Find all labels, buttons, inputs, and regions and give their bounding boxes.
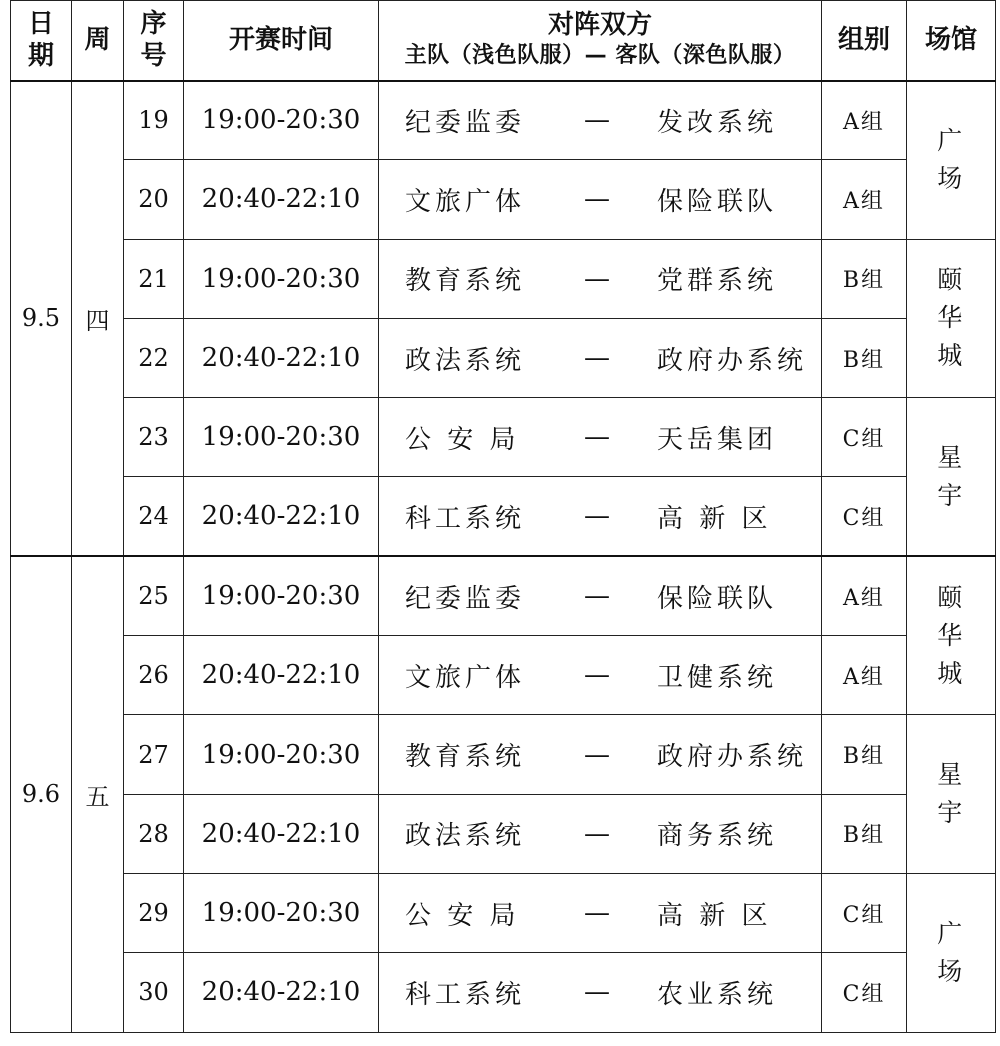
matchup-line	[379, 319, 821, 397]
weekday: 四	[72, 81, 124, 557]
away-team: 保险联队	[657, 583, 778, 614]
matchup	[379, 873, 822, 952]
header-date: 日期	[11, 1, 72, 81]
matchup-line	[379, 874, 821, 952]
home-team: 科工系统	[405, 979, 526, 1010]
header-time: 开赛时间	[184, 1, 379, 81]
matchup	[379, 239, 822, 318]
home-team: 公 安 局	[405, 424, 520, 455]
matchup-line	[379, 953, 821, 1031]
header-week: 周	[72, 1, 124, 81]
matchup	[379, 794, 822, 873]
matchup-line	[379, 398, 821, 476]
match-date: 9.6	[11, 556, 72, 1032]
kickoff-time: 19:00-20:30	[184, 81, 379, 160]
versus-dash: —	[584, 343, 614, 374]
schedule-row	[11, 794, 996, 873]
schedule-row	[11, 873, 996, 952]
matchup	[379, 398, 822, 477]
away-team: 保险联队	[657, 186, 778, 217]
matchup-line	[379, 82, 821, 160]
versus-dash: —	[584, 105, 614, 136]
kickoff-time: 19:00-20:30	[184, 239, 379, 318]
matchup-line	[379, 477, 821, 555]
venue-label: 广场	[937, 918, 967, 986]
venue-name	[907, 715, 996, 874]
group-label: A组	[822, 556, 907, 635]
versus-dash: —	[584, 581, 614, 612]
match-number: 28	[124, 794, 184, 873]
header-no: 序号	[124, 1, 184, 81]
away-team: 高 新 区	[657, 900, 772, 931]
home-team: 文旅广体	[405, 186, 526, 217]
schedule-row	[11, 477, 996, 556]
match-number: 24	[124, 477, 184, 556]
group-label: B组	[822, 239, 907, 318]
home-team: 政法系统	[405, 821, 526, 852]
home-team: 政法系统	[405, 345, 526, 376]
venue-label: 颐华城	[937, 265, 967, 371]
home-team: 科工系统	[405, 503, 526, 534]
venue-name	[907, 81, 996, 240]
header-match	[379, 1, 822, 81]
matchup	[379, 636, 822, 715]
header-match-subtitle: 主队（浅色队服）— 客队（深色队服）	[404, 43, 796, 69]
home-team: 公 安 局	[405, 900, 520, 931]
schedule-row	[11, 953, 996, 1032]
home-team: 教育系统	[405, 266, 526, 297]
matchup-line	[379, 636, 821, 714]
venue-name	[907, 873, 996, 1032]
match-number: 25	[124, 556, 184, 635]
versus-dash: —	[584, 184, 614, 215]
kickoff-time: 20:40-22:10	[184, 160, 379, 239]
matchup-line	[379, 557, 821, 635]
group-label: C组	[822, 398, 907, 477]
kickoff-time: 19:00-20:30	[184, 873, 379, 952]
schedule-row	[11, 160, 996, 239]
matchup-line	[379, 715, 821, 793]
venue-name	[907, 239, 996, 398]
home-team: 教育系统	[405, 742, 526, 773]
matchup	[379, 715, 822, 794]
versus-dash: —	[584, 977, 614, 1008]
away-team: 高 新 区	[657, 503, 772, 534]
match-number: 29	[124, 873, 184, 952]
match-number: 26	[124, 636, 184, 715]
away-team: 农业系统	[657, 979, 778, 1010]
header-match-title: 对阵双方	[547, 10, 652, 41]
matchup-line	[379, 795, 821, 873]
venue-label: 广场	[937, 126, 967, 194]
away-team: 政府办系统	[657, 345, 808, 376]
schedule-row	[11, 318, 996, 397]
kickoff-time: 19:00-20:30	[184, 715, 379, 794]
kickoff-time: 20:40-22:10	[184, 953, 379, 1032]
header-row	[11, 1, 996, 81]
venue-label: 星宇	[937, 442, 967, 510]
match-date: 9.5	[11, 81, 72, 557]
away-team: 天岳集团	[657, 424, 778, 455]
away-team: 卫健系统	[657, 662, 778, 693]
matchup	[379, 477, 822, 556]
header-venue: 场馆	[907, 1, 996, 81]
schedule-body	[11, 81, 996, 1033]
match-number: 21	[124, 239, 184, 318]
versus-dash: —	[584, 422, 614, 453]
versus-dash: —	[584, 660, 614, 691]
weekday: 五	[72, 556, 124, 1032]
away-team: 商务系统	[657, 821, 778, 852]
schedule-row	[11, 556, 996, 635]
venue-label: 颐华城	[937, 582, 967, 688]
versus-dash: —	[584, 263, 614, 294]
group-label: A组	[822, 81, 907, 160]
versus-dash: —	[584, 739, 614, 770]
schedule-row	[11, 81, 996, 160]
home-team: 纪委监委	[405, 107, 526, 138]
schedule-row	[11, 715, 996, 794]
group-label: C组	[822, 873, 907, 952]
kickoff-time: 20:40-22:10	[184, 636, 379, 715]
away-team: 党群系统	[657, 266, 778, 297]
away-team: 政府办系统	[657, 742, 808, 773]
versus-dash: —	[584, 898, 614, 929]
group-label: B组	[822, 318, 907, 397]
kickoff-time: 19:00-20:30	[184, 556, 379, 635]
match-number: 22	[124, 318, 184, 397]
venue-name	[907, 398, 996, 557]
match-number: 30	[124, 953, 184, 1032]
kickoff-time: 20:40-22:10	[184, 318, 379, 397]
matchup-line	[379, 240, 821, 318]
matchup	[379, 160, 822, 239]
matchup	[379, 953, 822, 1032]
match-schedule-table	[10, 0, 996, 1033]
away-team: 发改系统	[657, 107, 778, 138]
matchup	[379, 556, 822, 635]
group-label: A组	[822, 160, 907, 239]
match-number: 20	[124, 160, 184, 239]
kickoff-time: 19:00-20:30	[184, 398, 379, 477]
matchup-line	[379, 160, 821, 238]
home-team: 纪委监委	[405, 583, 526, 614]
header-group: 组别	[822, 1, 907, 81]
matchup	[379, 318, 822, 397]
group-label: C组	[822, 477, 907, 556]
match-number: 19	[124, 81, 184, 160]
venue-name	[907, 556, 996, 715]
schedule-row	[11, 398, 996, 477]
versus-dash: —	[584, 501, 614, 532]
versus-dash: —	[584, 818, 614, 849]
venue-label: 星宇	[937, 760, 967, 828]
matchup	[379, 81, 822, 160]
match-number: 23	[124, 398, 184, 477]
match-number: 27	[124, 715, 184, 794]
home-team: 文旅广体	[405, 662, 526, 693]
kickoff-time: 20:40-22:10	[184, 477, 379, 556]
group-label: C组	[822, 953, 907, 1032]
schedule-row	[11, 239, 996, 318]
kickoff-time: 20:40-22:10	[184, 794, 379, 873]
group-label: A组	[822, 636, 907, 715]
schedule-row	[11, 636, 996, 715]
group-label: B组	[822, 715, 907, 794]
group-label: B组	[822, 794, 907, 873]
